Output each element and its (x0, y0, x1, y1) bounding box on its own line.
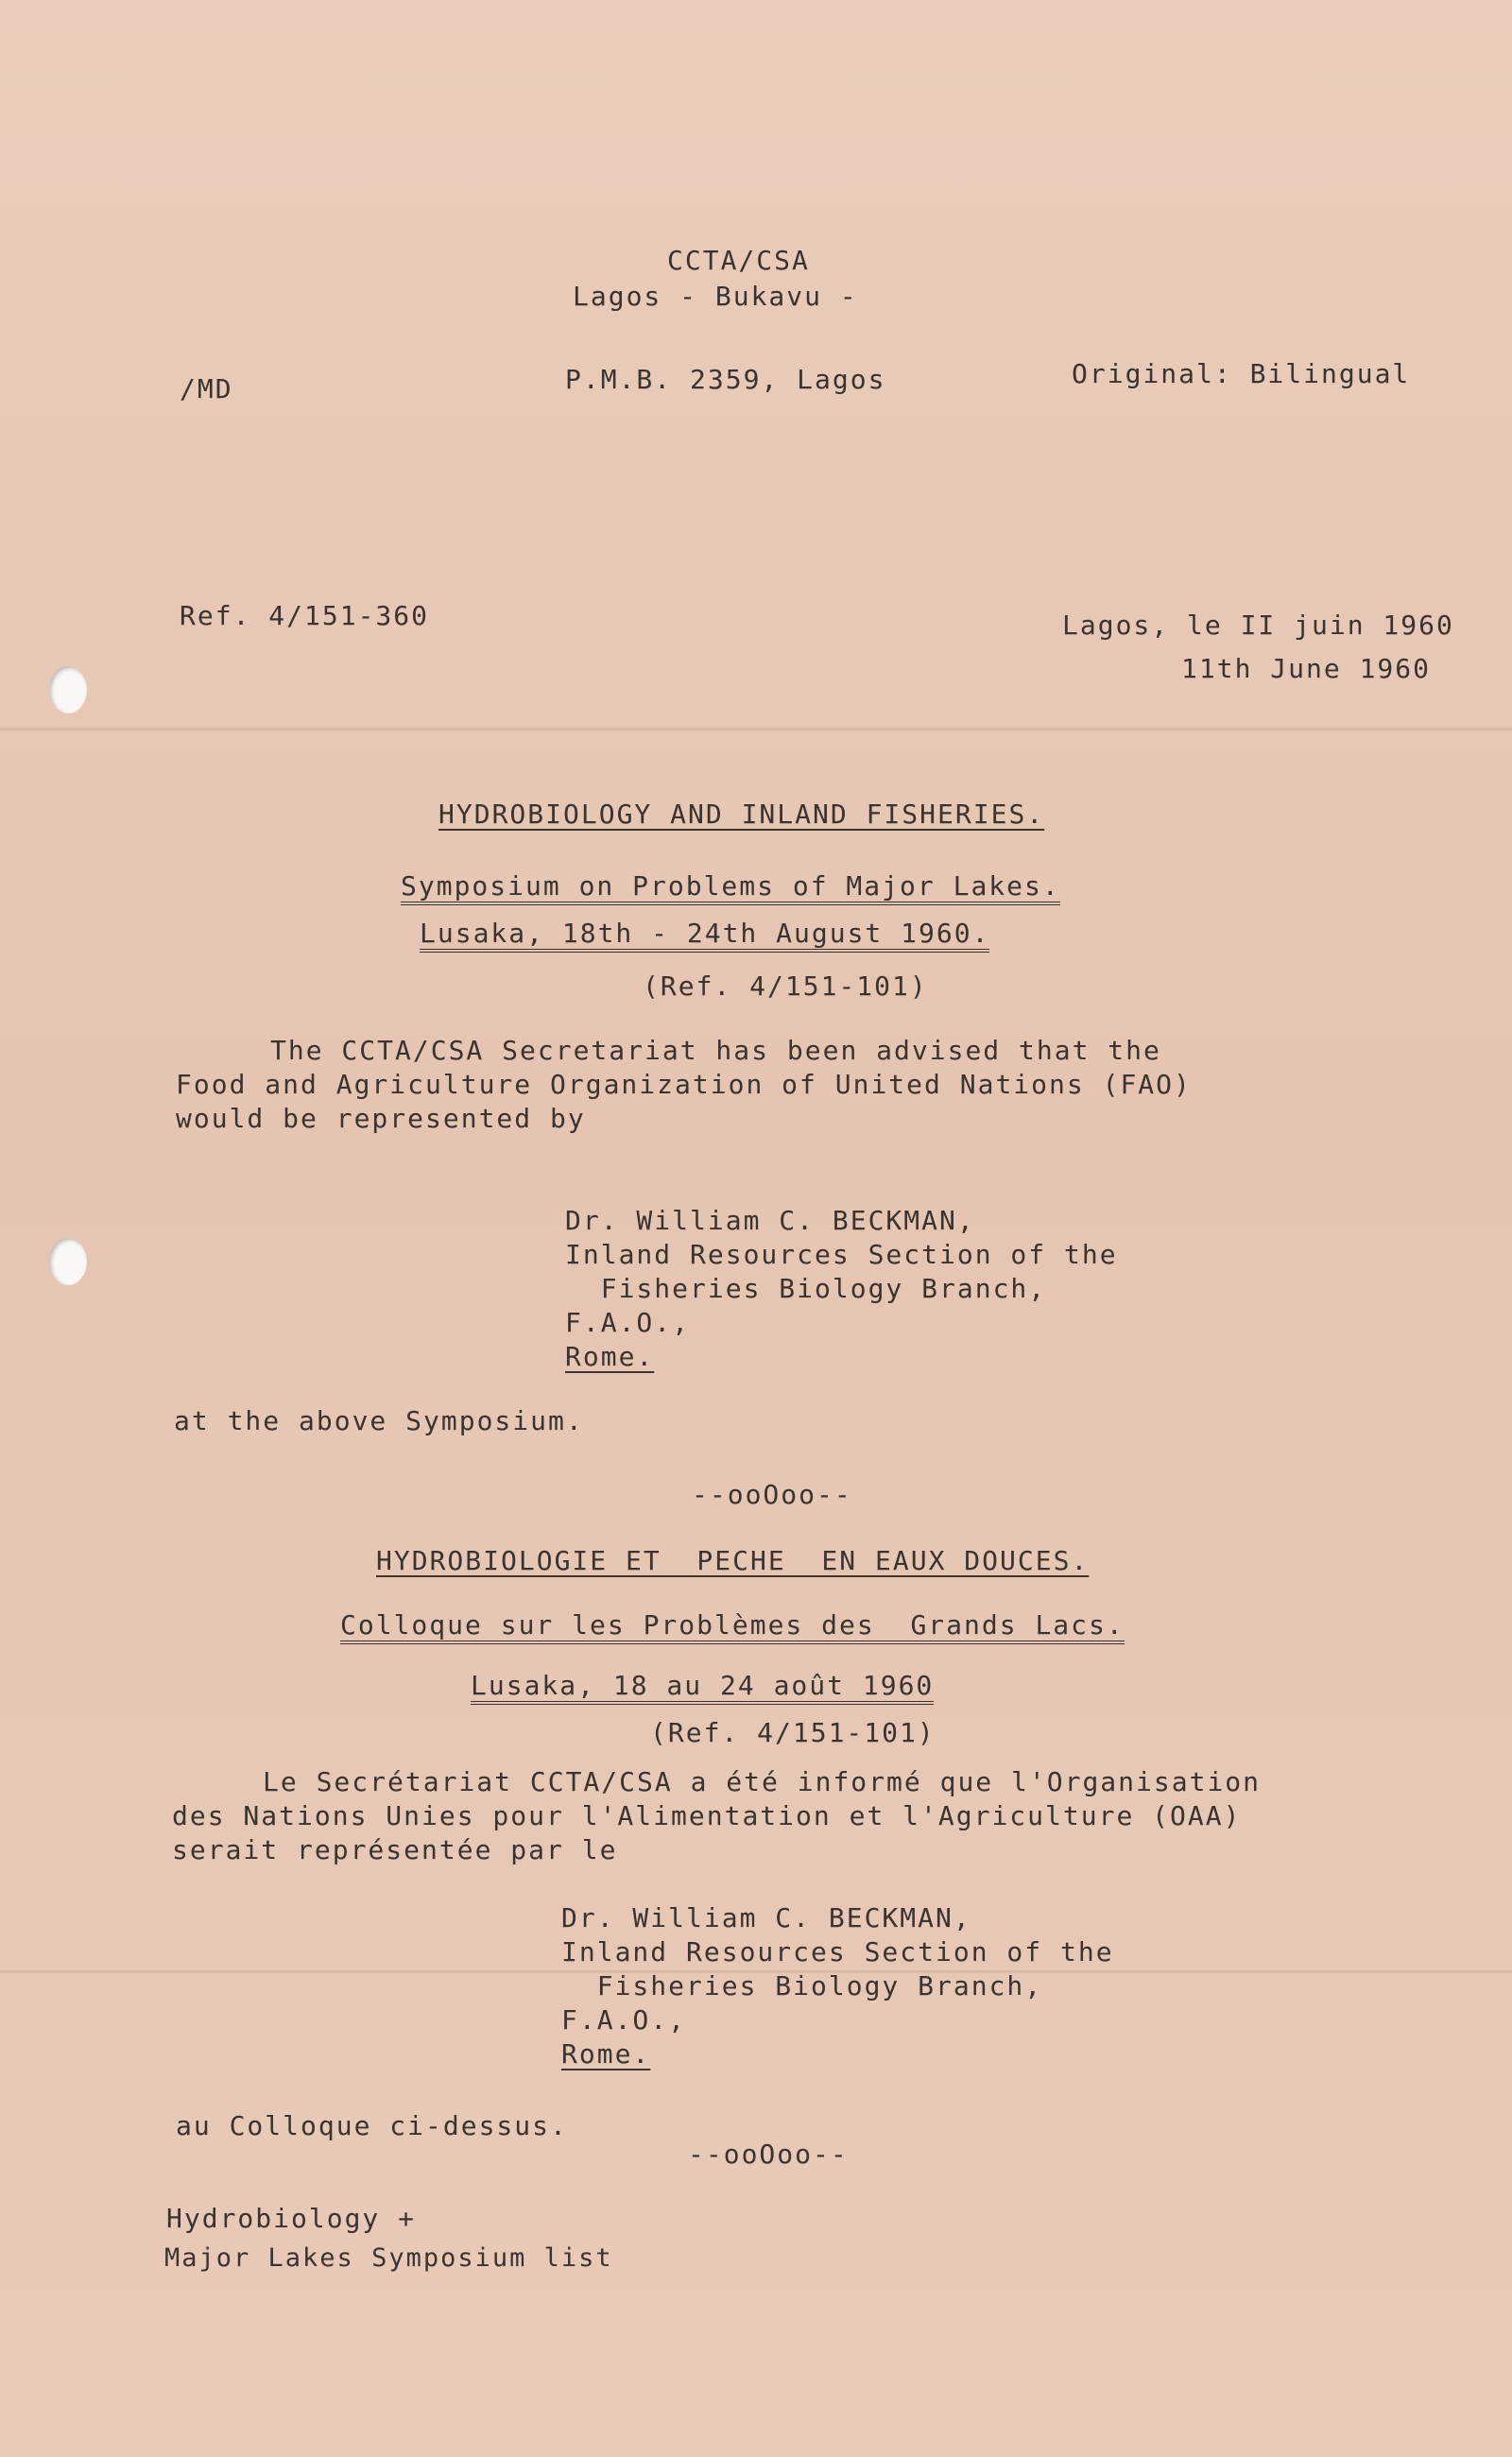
representative-line: F.A.O., (561, 2004, 687, 2036)
date-english: 11th June 1960 (1181, 653, 1432, 684)
english-body-line: Food and Agriculture Organization of United Nations (FAO) (176, 1069, 1192, 1100)
typist-initials: /MD (180, 373, 233, 404)
english-symposium-title: Symposium on Problems of Major Lakes. (401, 873, 1060, 905)
original-language: Original: Bilingual (1072, 358, 1411, 389)
representative-line: Fisheries Biology Branch, (561, 1970, 1043, 2002)
english-place-date: Lusaka, 18th - 24th August 1960. (420, 920, 989, 953)
distribution-line: Hydrobiology + (166, 2203, 417, 2234)
reference-number: Ref. 4/151-360 (180, 600, 430, 631)
french-body-line: des Nations Unies pour l'Alimentation et l'Agriculture (OAA) (172, 1800, 1242, 1831)
english-closing: at the above Symposium. (174, 1405, 584, 1436)
representative-line: Dr. William C. BECKMAN, (565, 1205, 975, 1236)
distribution-line: Major Lakes Symposium list (164, 2243, 613, 2273)
representative-line: F.A.O., (565, 1307, 691, 1338)
separator: --ooOoo-- (692, 1479, 852, 1510)
representative-line: Dr. William C. BECKMAN, (561, 1902, 971, 1933)
representative-line: Rome. (565, 1341, 655, 1372)
french-colloque-title: Colloque sur les Problèmes des Grands Lacs. (340, 1612, 1125, 1644)
french-place-date: Lusaka, 18 au 24 août 1960 (471, 1673, 934, 1705)
representative-line: Inland Resources Section of the (565, 1239, 1118, 1270)
separator: --ooOoo-- (688, 2139, 849, 2170)
english-heading: HYDROBIOLOGY AND INLAND FISHERIES. (438, 799, 1045, 830)
org-cities: Lagos - Bukavu - (573, 281, 858, 312)
english-body-line: The CCTA/CSA Secretariat has been advised that the (270, 1035, 1161, 1066)
french-ref: (Ref. 4/151-101) (650, 1717, 936, 1748)
date-french: Lagos, le II juin 1960 (1062, 610, 1454, 641)
representative-line: Fisheries Biology Branch, (565, 1273, 1047, 1304)
representative-line: Rome. (561, 2038, 651, 2070)
english-body-line: would be represented by (176, 1103, 586, 1134)
org-name: CCTA/CSA (667, 245, 810, 276)
french-body-line: serait représentée par le (172, 1834, 618, 1865)
french-closing: au Colloque ci-dessus. (176, 2110, 568, 2141)
french-heading: HYDROBIOLOGIE ET PECHE EN EAUX DOUCES. (376, 1545, 1090, 1576)
punch-hole-icon (49, 666, 87, 713)
english-ref: (Ref. 4/151-101) (643, 971, 928, 1002)
punch-hole-icon (49, 1238, 87, 1285)
paper-fold (0, 728, 1512, 730)
french-body-line: Le Secrétariat CCTA/CSA a été informé que l'Organisation (263, 1766, 1262, 1797)
representative-line: Inland Resources Section of the (561, 1936, 1114, 1967)
address: P.M.B. 2359, Lagos (565, 364, 886, 395)
